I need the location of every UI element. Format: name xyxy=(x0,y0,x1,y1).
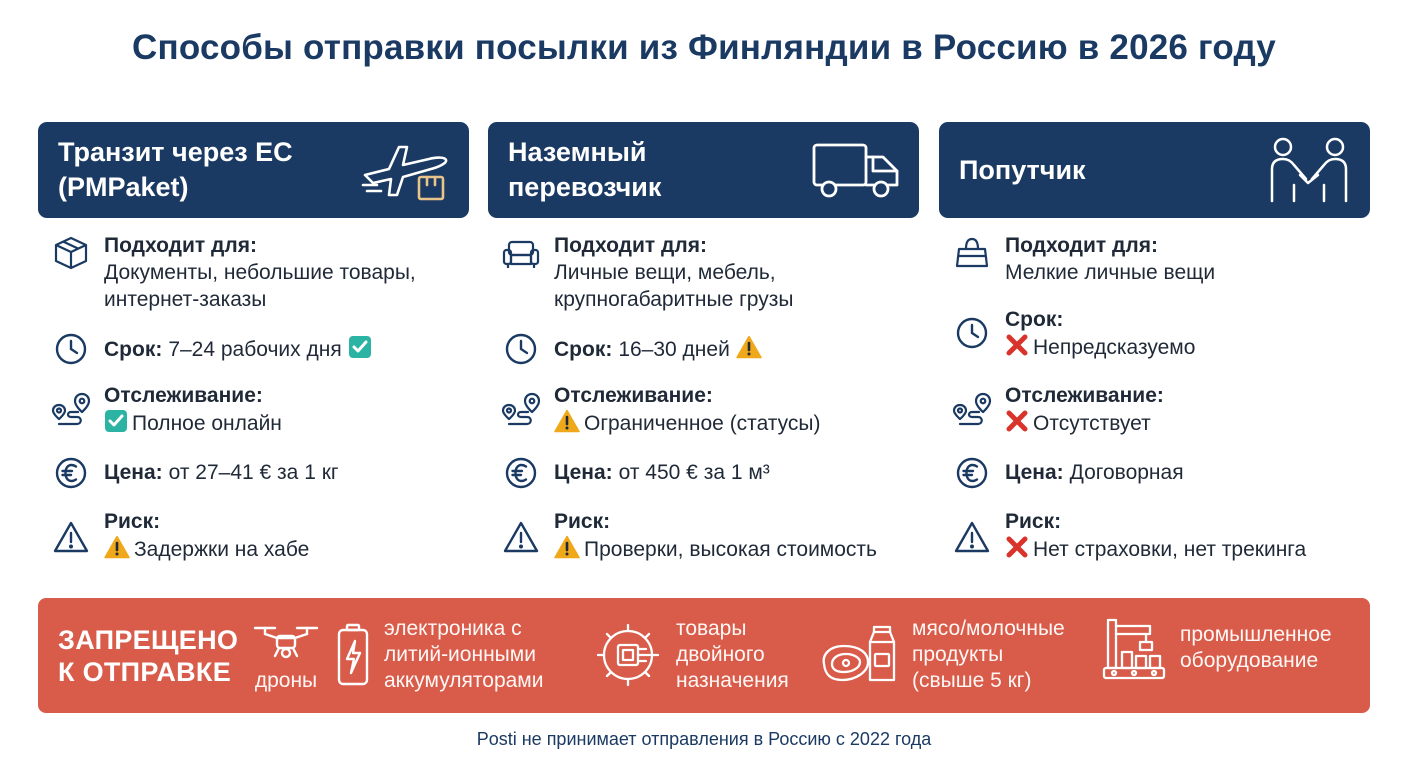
banned-item-label: товары двойного назначения xyxy=(676,617,789,692)
banned-item-label: дроны xyxy=(254,669,318,692)
cross-icon xyxy=(1005,409,1029,433)
route-pin-icon xyxy=(951,388,993,430)
tracking-row xyxy=(951,382,1371,437)
drone-icon xyxy=(253,622,319,662)
risk-row xyxy=(500,508,920,563)
time-value: 7–24 рабочих дня xyxy=(168,338,342,361)
price-label: Цена: xyxy=(554,461,613,484)
banned-item-label: электроника с литий-ионными аккумуляторами xyxy=(384,617,544,692)
meat-milk-icon xyxy=(820,624,900,686)
banned-item-meat-dairy xyxy=(820,616,1065,694)
time-value: Непредсказуемо xyxy=(1033,336,1196,359)
check-icon xyxy=(348,335,372,359)
page-title: Способы отправки посылки из Финляндии в Россию в 2026 году xyxy=(132,28,1276,67)
warning-icon xyxy=(554,535,580,559)
warning-icon xyxy=(736,335,762,359)
method-card-header xyxy=(38,122,469,218)
sofa-icon xyxy=(500,232,542,274)
risk-label: Риск: xyxy=(1005,510,1062,533)
method-card-title: Попутчик xyxy=(959,154,1086,185)
euro-icon xyxy=(500,452,542,494)
banned-item-label: мясо/молочные продукты (свыше 5 кг) xyxy=(912,617,1065,692)
handbag-icon xyxy=(951,232,993,274)
box-icon xyxy=(50,232,92,274)
risk-label: Риск: xyxy=(554,510,611,533)
warning-icon xyxy=(104,535,130,559)
route-pin-icon xyxy=(50,388,92,430)
suitable-value: Мелкие личные вещи xyxy=(1005,261,1216,284)
price-value: от 450 € за 1 м³ xyxy=(618,461,770,484)
time-row xyxy=(500,328,920,370)
banned-item-label: промышленное оборудование xyxy=(1180,623,1332,672)
suitable-value: Личные вещи, мебель, крупногабаритные грузы xyxy=(554,261,794,311)
suitable-label: Подходит для: xyxy=(104,234,257,257)
risk-row xyxy=(951,508,1371,563)
price-value: от 27–41 € за 1 кг xyxy=(168,461,339,484)
footer-note: Posti не принимает отправления в Россию с 2022 года xyxy=(476,729,932,749)
battery-icon xyxy=(336,623,370,687)
handshake-people-icon xyxy=(1266,135,1352,205)
time-row xyxy=(951,306,1371,361)
cross-icon xyxy=(1005,333,1029,357)
tracking-value: Отсутствует xyxy=(1033,412,1151,435)
method-card-header xyxy=(488,122,919,218)
euro-icon xyxy=(951,452,993,494)
banned-title: ЗАПРЕЩЕНО К ОТПРАВКЕ xyxy=(58,625,239,687)
method-card-header xyxy=(939,122,1370,218)
price-row xyxy=(951,452,1371,494)
warning-icon xyxy=(554,409,580,433)
banned-item-batteries xyxy=(336,616,543,694)
airplane-box-icon xyxy=(359,135,451,205)
tracking-label: Отслеживание: xyxy=(1005,384,1164,407)
clock-icon xyxy=(50,328,92,370)
time-row xyxy=(50,328,470,370)
clock-icon xyxy=(500,328,542,370)
method-card-title: Наземный перевозчик xyxy=(508,137,662,202)
factory-machine-icon xyxy=(1102,616,1166,680)
tracking-label: Отслеживание: xyxy=(554,384,713,407)
price-label: Цена: xyxy=(1005,461,1064,484)
suitable-value: Документы, небольшие товары, интернет-заказы xyxy=(104,261,416,311)
price-value: Договорная xyxy=(1069,461,1184,484)
suitable-row xyxy=(50,232,470,313)
banned-item-industrial xyxy=(1102,616,1332,680)
method-card-traveler xyxy=(939,122,1370,561)
suitable-row xyxy=(951,232,1371,286)
suitable-label: Подходит для: xyxy=(1005,234,1158,257)
check-icon xyxy=(104,409,128,433)
tracking-value: Ограниченное (статусы) xyxy=(584,412,821,435)
method-card-title: Транзит через ЕС (PMPaket) xyxy=(58,137,293,202)
risk-value: Задержки на хабе xyxy=(134,538,310,561)
method-card-ground xyxy=(488,122,919,561)
tracking-label: Отслеживание: xyxy=(104,384,263,407)
suitable-row xyxy=(500,232,920,313)
cross-icon xyxy=(1005,535,1029,559)
suitable-label: Подходит для: xyxy=(554,234,707,257)
banned-item-drones xyxy=(253,622,319,694)
clock-icon xyxy=(951,312,993,354)
warning-triangle-icon xyxy=(951,516,993,558)
price-row xyxy=(500,452,920,494)
warning-triangle-icon xyxy=(500,516,542,558)
route-pin-icon xyxy=(500,388,542,430)
price-row xyxy=(50,452,470,494)
tracking-value: Полное онлайн xyxy=(132,412,282,435)
tracking-row xyxy=(50,382,470,437)
warning-triangle-icon xyxy=(50,516,92,558)
method-card-transit xyxy=(38,122,469,561)
tracking-row xyxy=(500,382,920,437)
euro-icon xyxy=(50,452,92,494)
risk-value: Нет страховки, нет трекинга xyxy=(1033,538,1307,561)
truck-icon xyxy=(811,139,901,201)
time-label: Срок: xyxy=(554,338,613,361)
time-label: Срок: xyxy=(104,338,163,361)
risk-label: Риск: xyxy=(104,510,161,533)
time-label: Срок: xyxy=(1005,308,1064,331)
price-label: Цена: xyxy=(104,461,163,484)
time-value: 16–30 дней xyxy=(618,338,730,361)
banned-item-dual-use xyxy=(594,616,789,694)
risk-value: Проверки, высокая стоимость xyxy=(584,538,877,561)
banned-items-panel xyxy=(38,598,1370,713)
chip-icon xyxy=(594,621,662,689)
risk-row xyxy=(50,508,470,563)
